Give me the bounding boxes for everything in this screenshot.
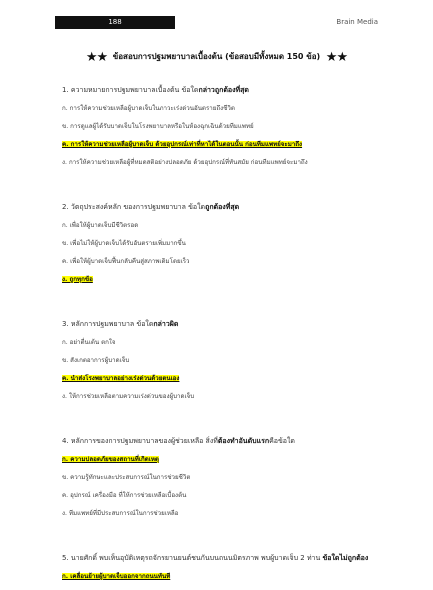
star-icon-right: ★★ [325, 50, 348, 65]
question-2-option-a: ก. เพื่อให้ผู้บาดเจ็บมีชีวิตรอด [62, 222, 139, 229]
question-3-option-a: ก. อย่าตื่นเต้น ตกใจ [62, 339, 116, 346]
question-list [62, 85, 382, 590]
question-5-stem: 5. นายศักดิ์ พบเห็นอุบัติเหตุรถจักรยานยนต์ชนกันบนถนนมิตรภาพ พบผู้บาดเจ็บ 2 ท่าน ข้อใดไม่ถูกต้อง [62, 554, 369, 562]
star-icon-left: ★★ [85, 50, 108, 65]
question-1-stem: 1. ความหมายการปฐมพยาบาลเบื้องต้น ข้อใดกล่าวถูกต้องที่สุด [62, 86, 249, 94]
question-3-option-c-answer: ค. นำส่งโรงพยาบาลอย่างเร่งด่วนด้วยตนเอง [62, 375, 180, 382]
question-3-option-d: ง. ให้การช่วยเหลือตามความเร่งด่วนของผู้บาดเจ็บ [62, 393, 195, 400]
question-4-stem: 4. หลักการของการปฐมพยาบาลของผู้ช่วยเหลือ สิ่งที่ต้องทำอันดับแรกคือข้อใด [62, 437, 295, 445]
question-3-stem: 3. หลักการปฐมพยาบาล ข้อใดกล่าวผิด [62, 320, 179, 328]
question-1-option-c-answer: ค. การให้ความช่วยเหลือผู้บาดเจ็บ ด้วยอุปกรณ์เท่าที่หาได้ในตอนนั้น ก่อนทีมแพทย์จะมาถึง [62, 141, 303, 148]
question-4-option-b: ข. ความรู้ทักษะและประสบการณ์ในการช่วยชีวิต [62, 474, 191, 481]
question-4-option-d: ง. ทีมแพทย์ที่มีประสบการณ์ในการช่วยเหลือ [62, 510, 179, 517]
question-2-stem: 2. วัตถุประสงค์หลัก ของการปฐมพยาบาล ข้อใดถูกต้องที่สุด [62, 203, 240, 211]
question-2-option-c: ค. เพื่อให้ผู้บาดเจ็บฟื้นกลับคืนสู่สภาพเดิมโดยเร็ว [62, 258, 190, 265]
page-number-box [55, 16, 175, 29]
exam-title [0, 50, 433, 65]
question-1-option-d: ง. การให้ความช่วยเหลือผู้ที่หมดสติอย่างปลอดภัย ด้วยอุปกรณ์ที่ทันสมัย ก่อนทีมแพทย์จะมาถึง [62, 159, 308, 166]
question-2-option-b: ข. เพื่อไม่ให้ผู้บาดเจ็บได้รับอันตรายเพิ่มมากขึ้น [62, 240, 186, 247]
question-3-option-b: ข. สังเกตอาการผู้บาดเจ็บ [62, 357, 130, 364]
exam-title-text: ข้อสอบการปฐมพยาบาลเบื้องต้น (ข้อสอบมีทั้งหมด 150 ข้อ) [112, 52, 321, 61]
question-1-option-a: ก. การให้ความช่วยเหลือผู้บาดเจ็บในภาวะเร่งด่วนอันตรายถึงชีวิต [62, 105, 235, 112]
page-number: 188 [108, 18, 122, 26]
question-5-option-a-answer: ก. เคลื่อนย้ายผู้บาดเจ็บออกจากถนนทันที [62, 573, 171, 580]
brand-name: Brain Media [336, 18, 378, 26]
question-2-option-d-answer: ง. ถูกทุกข้อ [62, 276, 93, 283]
question-1-option-b: ข. การดูแลผู้ได้รับบาดเจ็บในโรงพยาบาลหรือในห้องฉุกเฉินด้วยทีมแพทย์ [62, 123, 254, 130]
question-4-option-c: ค. อุปกรณ์ เครื่องมือ ที่ให้การช่วยเหลือเบื้องต้น [62, 492, 187, 499]
question-4-option-a-answer: ก. ความปลอดภัยของสถานที่เกิดเหตุ [62, 456, 159, 463]
